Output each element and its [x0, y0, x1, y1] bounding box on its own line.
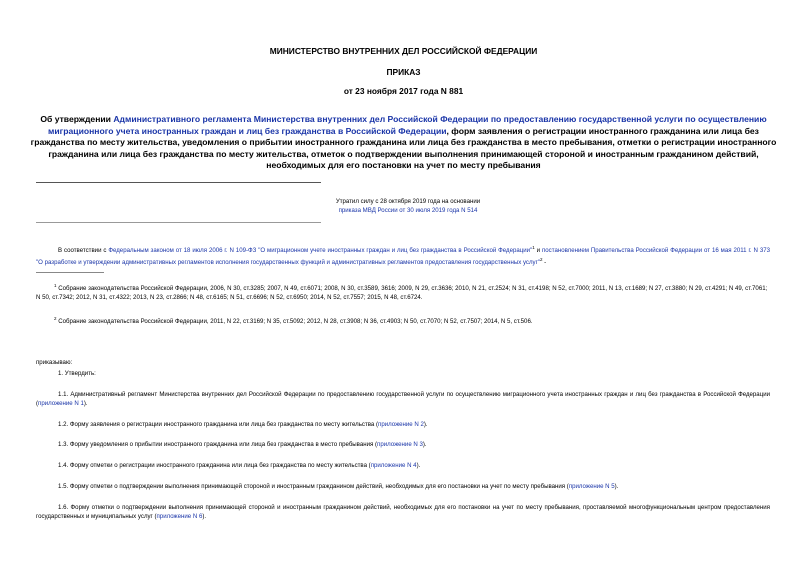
- status-divider: [36, 222, 321, 223]
- title-divider: [36, 182, 321, 183]
- footnote-divider: [36, 272, 104, 273]
- order-item-1-1: [36, 390, 770, 409]
- status-text: Утратил силу с 28 октября 2019 года на основании: [335, 198, 481, 205]
- order-item-1-4-text: 1.4. Форму отметки о регистрации иностранного гражданина или лица без гражданства по месту жительства (: [58, 462, 371, 469]
- appendix-4-link[interactable]: приложение N 4: [370, 462, 417, 469]
- appendix-2-link[interactable]: приложение N 2: [378, 421, 424, 428]
- footnote-1-mark: 1: [54, 283, 57, 288]
- footnote-2: [36, 314, 770, 326]
- footnote-1-text: Собрание законодательства Российской Федерации, 2006, N 30, ст.3285; 2007, N 49, ст.6071; 2008, N 30, ст.3589, 3616; 2009, N 29, ст.3636; 2010, N 21, ст.2524; N 31, ст.4198; N 52, ст.7000; 2011, N 13, ст.1689; N 27, ст.3880; N 29, ст.4291; N 49, ст.7061; N 50, ст.7342; 2012, N 31, ст.4322; 2013, N 23, ст.2866; N 48, ст.6165; N 51, ст.6696; N 52, ст.6950; 2014, N 52, ст.7557; 2015, N 48, ст.6724.: [36, 285, 768, 302]
- order-item-1-5: [58, 482, 770, 491]
- order-item-1-5-text: 1.5. Форму отметки о подтверждении выполнения принимающей стороной и иностранным гражданином действий, необходимых для его постановки на учет по месту пребывания (: [58, 483, 569, 490]
- footnote-ref-2[interactable]: 2: [539, 257, 543, 263]
- title-suffix: , форм заявления о регистрации иностранного гражданина или лица без гражданства по месту жительства, уведомления о прибытии иностранного гражданина или лица без гражданства в место пребывания, отметки о регистрации иностранного гражданина или лица без гражданства по месту жительства, отметок о подтверждении выполнения принимающей стороной и иностранным гражданином действий, необходимых для его постановки на учет по месту пребывания: [30, 125, 777, 170]
- order-item-1-4: [58, 461, 770, 470]
- federal-law-link[interactable]: Федеральным законом от 18 июля 2006 г. N 109-ФЗ "О миграционном учете иностранных граждан и лиц без гражданства в Российской Федерации": [108, 247, 533, 255]
- doc-date-heading: от 23 ноября 2017 года N 881: [343, 86, 464, 96]
- order-item-1-1-tail: ).: [83, 400, 88, 408]
- preamble-text-1: В соответствии с: [58, 247, 109, 255]
- footnote-1: [36, 281, 770, 303]
- order-item-1-6-text: 1.6. Форму отметки о подтверждении выполнения принимающей стороной и иностранным гражданином действий, необходимых для его постановки на учет по месту пребывания, проставляемой многофункциональным центром предоставления государственных и муниципальных услуг (: [36, 504, 770, 521]
- footnote-2-mark: 2: [54, 316, 57, 321]
- document-title: [22, 114, 785, 172]
- order-item-1-2: [58, 420, 770, 429]
- order-item-1: 1. Утвердить:: [58, 370, 96, 377]
- decree-word: приказываю:: [36, 359, 73, 366]
- order-item-1-2-tail: ).: [423, 421, 428, 428]
- footnote-ref-1[interactable]: 1: [532, 245, 535, 250]
- doc-type-heading: ПРИКАЗ: [386, 67, 421, 77]
- appendix-5-link[interactable]: приложение N 5: [568, 483, 615, 490]
- title-prefix: Об утверждении: [40, 114, 114, 124]
- order-item-1-5-tail: ).: [614, 483, 619, 490]
- appendix-1-link[interactable]: приложение N 1: [38, 400, 84, 408]
- appendix-3-link[interactable]: приложение N 3: [377, 441, 423, 448]
- order-item-1-3-text: 1.3. Форму уведомления о прибытии иностранного гражданина или лица без гражданства в место пребывания (: [58, 441, 378, 448]
- order-item-1-1-text: 1.1. Административный регламент Министерства внутренних дел Российской Федерации по предоставлению государственной услуги по осуществлению миграционного учета иностранных граждан и лиц без гражданства в Российской Федерации (: [36, 391, 770, 408]
- footnote-2-text: Собрание законодательства Российской Федерации, 2011, N 22, ст.3169; N 35, ст.5092; 2012, N 28, ст.3908; N 36, ст.4903; N 50, ст.7070; N 52, ст.7507; 2014, N 5, ст.506.: [56, 318, 533, 326]
- order-item-1-3: [58, 440, 770, 449]
- order-item-1-6-tail: ).: [202, 513, 207, 521]
- preamble-text-2: и: [534, 247, 542, 255]
- government-decree-link[interactable]: постановлением Правительства Российской Федерации от 16 мая 2011 г. N 373 "О разработке и утверждении административных регламентов исполнения государственных функций и административных регламентов предоставления государственных услуг": [36, 247, 771, 267]
- appendix-6-link[interactable]: приложение N 6: [156, 513, 203, 521]
- ministry-heading: МИНИСТЕРСТВО ВНУТРЕННИХ ДЕЛ РОССИЙСКОЙ ФЕДЕРАЦИИ: [269, 46, 538, 56]
- order-item-1-4-tail: ).: [416, 462, 421, 469]
- preamble-paragraph: [36, 243, 770, 268]
- regulation-link[interactable]: Административного регламента Министерства внутренних дел Российской Федерации по предоставлению государственной услуги по осуществлению миграционного учета иностранных граждан и лиц без гражданства в Российской Федерации: [48, 114, 767, 136]
- preamble-text-3: -: [542, 259, 547, 267]
- repeal-order-link[interactable]: приказа МВД России от 30 июля 2019 года N 514: [338, 207, 478, 214]
- order-item-1-6: [36, 503, 770, 522]
- order-item-1-2-text: 1.2. Форму заявления о регистрации иностранного гражданина или лица без гражданства по месту жительства (: [58, 421, 379, 428]
- order-item-1-3-tail: ).: [422, 441, 427, 448]
